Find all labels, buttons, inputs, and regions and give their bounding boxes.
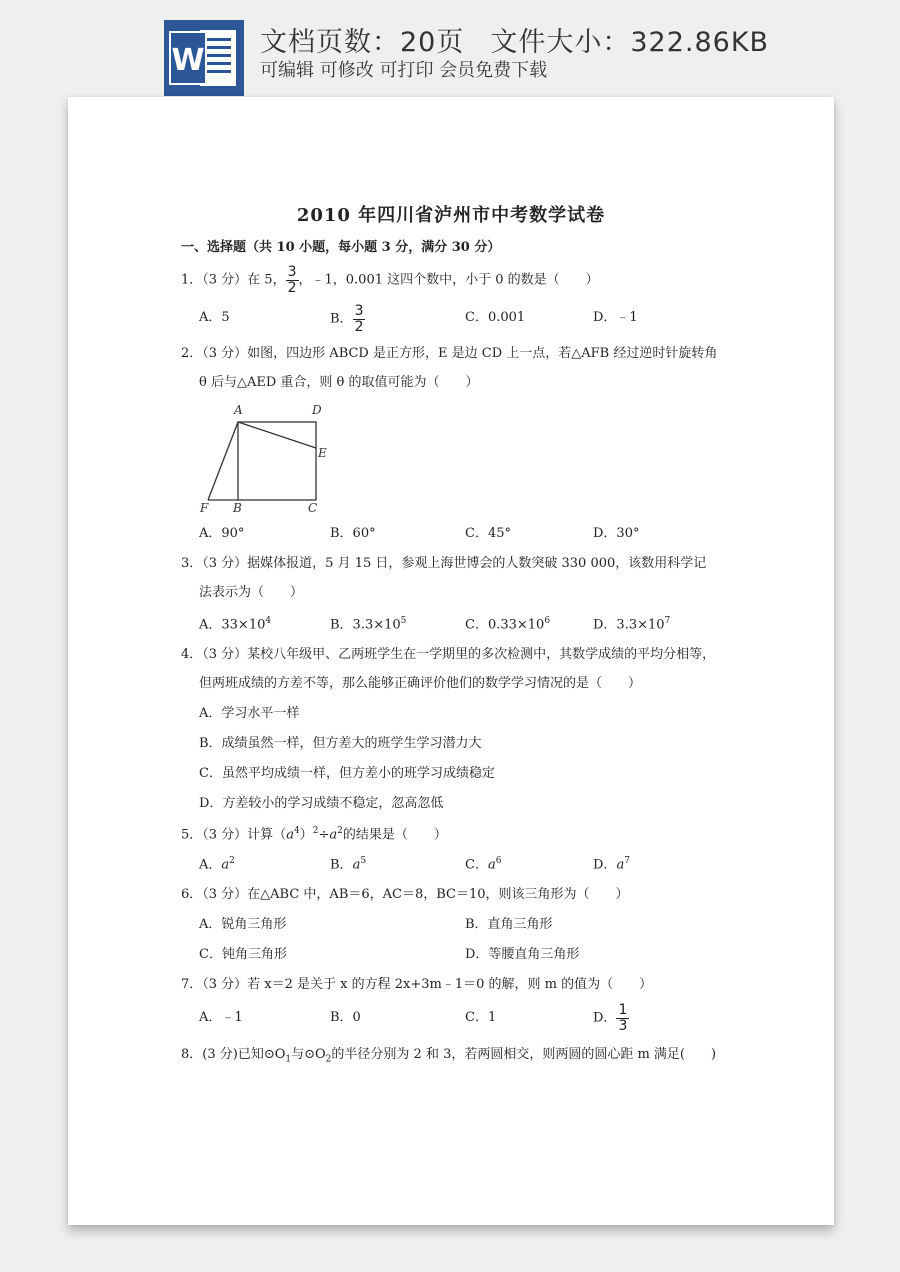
q6-option-b: B．直角三角形	[465, 917, 553, 932]
q5-option-c: C．$a^6$	[465, 856, 502, 873]
label-d: D	[312, 403, 322, 417]
label-b: B	[233, 501, 242, 512]
header-banner	[0, 0, 900, 100]
q7-option-c: C．1	[465, 1010, 497, 1025]
fraction: $\frac{3}{2}$	[287, 264, 297, 296]
q5-option-b: B．$a^5$	[330, 856, 367, 873]
question-4-line-2: 但两班成绩的方差不等，那么能够正确评价他们的数学学习情况的是（ ）	[199, 676, 642, 691]
q5-option-a: A．$a^2$	[199, 856, 235, 873]
question-4-line-1: 4．（3 分）某校八年级甲、乙两班学生在一学期里的多次检测中，其数学成绩的平均分相等，	[181, 647, 716, 662]
label-a: A	[234, 403, 243, 417]
question-5: 5．（3 分）计算$(a^4)^2\div a^2$的结果是（ ）	[181, 826, 447, 843]
page-count: 文档页数：20页	[260, 27, 465, 58]
question-6: 6．（3 分）在△ABC 中，AB＝6，AC＝8，BC＝10，则该三角形为（ ）	[181, 887, 629, 902]
q2-option-d: D．30°	[593, 526, 640, 541]
q1-option-a: A．5	[199, 310, 230, 325]
document-page	[68, 97, 834, 1225]
page-title: 2010 年四川省泸州市中考数学试卷	[296, 205, 606, 226]
q6-option-a: A．锐角三角形	[199, 917, 287, 932]
question-1: 1．（3 分）在 5， $\frac{3}{2}$ ，﹣1，0.001 这四个数中，小于 0 的数是（ ）	[181, 264, 599, 296]
q7-option-b: B．0	[330, 1010, 361, 1025]
q4-option-c: C．虽然平均成绩一样，但方差小的班学习成绩稳定	[199, 766, 495, 781]
file-size: 文件大小：322.86KB	[490, 27, 770, 58]
q6-option-c: C．钝角三角形	[199, 947, 287, 962]
q3-option-c: C．$0.33\times 10^6$	[465, 616, 551, 633]
question-7: 7．（3 分）若 x＝2 是关于 x 的方程 2x+3m﹣1＝0 的解，则 m 的值为（ ）	[181, 977, 653, 992]
q3-option-d: D．$3.3\times 10^7$	[593, 616, 671, 633]
q3-option-b: B．$3.3\times 10^5$	[330, 616, 407, 633]
question-3-line-1: 3．（3 分）据媒体报道，5 月 15 日，参观上海世博会的人数突破 330 000，该数用科学记	[181, 556, 707, 571]
label-e: E	[318, 446, 327, 460]
q4-option-d: D．方差较小的学习成绩不稳定，忽高忽低	[199, 796, 444, 811]
label-c: C	[308, 501, 318, 512]
question-2-line-2: θ 后与△AED 重合，则 θ 的取值可能为（ ）	[199, 375, 479, 390]
question-3-line-2: 法表示为（ ）	[199, 585, 304, 600]
question-8: 8．(3 分)已知$⊙O_1$与$⊙O_2$的半径分别为 2 和 3，若两圆相交，则两圆的圆心距 m 满足( )	[181, 1047, 717, 1065]
q1-option-b: B． $\frac{3}{2}$	[330, 303, 364, 335]
question-2-line-1: 2．（3 分）如图，四边形 ABCD 是正方形，E 是边 CD 上一点，若△AFB 经过逆时针旋转角	[181, 346, 718, 361]
q4-option-a: A．学习水平一样	[199, 706, 300, 721]
q2-option-b: B．60°	[330, 526, 376, 541]
q1-option-c: C．0.001	[465, 310, 526, 325]
square-rotation-figure	[198, 402, 328, 512]
q2-option-a: A．90°	[199, 526, 245, 541]
banner-file-info	[260, 20, 769, 59]
q3-option-a: A．$33\times 10^4$	[199, 616, 272, 633]
banner-features: 可编辑 可修改 可打印 会员免费下载	[260, 60, 548, 81]
q2-option-c: C．45°	[465, 526, 511, 541]
q6-option-d: D．等腰直角三角形	[465, 947, 580, 962]
q4-option-b: B．成绩虽然一样，但方差大的班学生学习潜力大	[199, 736, 482, 751]
q7-option-a: A．﹣1	[199, 1010, 243, 1025]
q5-option-d: D．$a^7$	[593, 856, 630, 873]
label-f: F	[200, 501, 209, 512]
q1-option-d: D．﹣1	[593, 310, 638, 325]
svg-text:W: W	[171, 43, 205, 78]
word-document-icon	[164, 20, 244, 96]
q7-option-d: D． $\frac{1}{3}$	[593, 1002, 628, 1034]
section-heading: 一、选择题（共 10 小题，每小题 3 分，满分 30 分）	[181, 240, 501, 255]
